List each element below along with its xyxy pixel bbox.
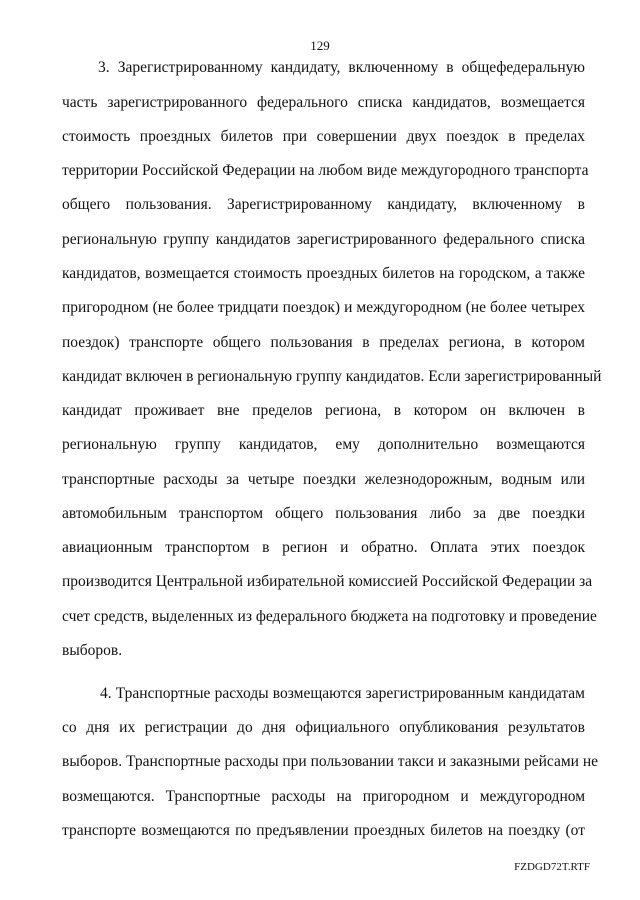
file-name-footer: FZDGD72T.RTF	[514, 861, 590, 873]
text-line: выборов.	[62, 642, 123, 659]
text-line: транспортные расходы за четыре поездки железнодорожным, водным или	[62, 471, 585, 488]
text-line: стоимость проездных билетов при совершении двух поездок в пределах	[62, 128, 585, 145]
text-line: 4. Транспортные расходы возмещаются зарегистрированным кандидатам	[100, 685, 585, 702]
text-line: выборов. Транспортные расходы при пользовании такси и заказными рейсами не	[62, 753, 599, 770]
text-line: поездок) транспорте общего пользования в пределах региона, в котором	[62, 334, 585, 351]
text-line: автомобильным транспортом общего пользования либо за две поездки	[62, 505, 585, 522]
text-line: региональную группу кандидатов зарегистрированного федерального списка	[62, 231, 585, 248]
text-line: счет средств, выделенных из федерального бюджета на подготовку и проведение	[62, 608, 597, 625]
text-line: региональную группу кандидатов, ему дополнительно возмещаются	[62, 436, 585, 453]
text-line: часть зарегистрированного федерального списка кандидатов, возмещается	[62, 94, 585, 111]
text-line: транспорте возмещаются по предъявлении проездных билетов на поездку (от	[62, 822, 585, 839]
text-line: производится Центральной избирательной комиссией Российской Федерации за	[62, 573, 593, 590]
text-line: территории Российской Федерации на любом виде междугородного транспорта	[62, 162, 589, 179]
text-line: со дня их регистрации до дня официального опубликования результатов	[62, 719, 585, 736]
text-line: 3. Зарегистрированному кандидату, включенному в общефедеральную	[98, 59, 585, 76]
text-line: кандидат включен в региональную группу кандидатов. Если зарегистрированный	[62, 368, 602, 385]
page-number: 129	[310, 38, 330, 53]
text-line: кандидатов, возмещается стоимость проездных билетов на городском, а также	[62, 265, 585, 282]
text-line: кандидат проживает вне пределов региона, в котором он включен в	[62, 402, 585, 419]
text-line: пригородном (не более тридцати поездок) и междугородном (не более четырех	[62, 299, 585, 316]
text-line: возмещаются. Транспортные расходы на пригородном и междугородном	[62, 788, 585, 805]
text-line: общего пользования. Зарегистрированному кандидату, включенному в	[62, 196, 585, 213]
text-line: авиационным транспортом в регион и обратно. Оплата этих поездок	[62, 539, 585, 556]
